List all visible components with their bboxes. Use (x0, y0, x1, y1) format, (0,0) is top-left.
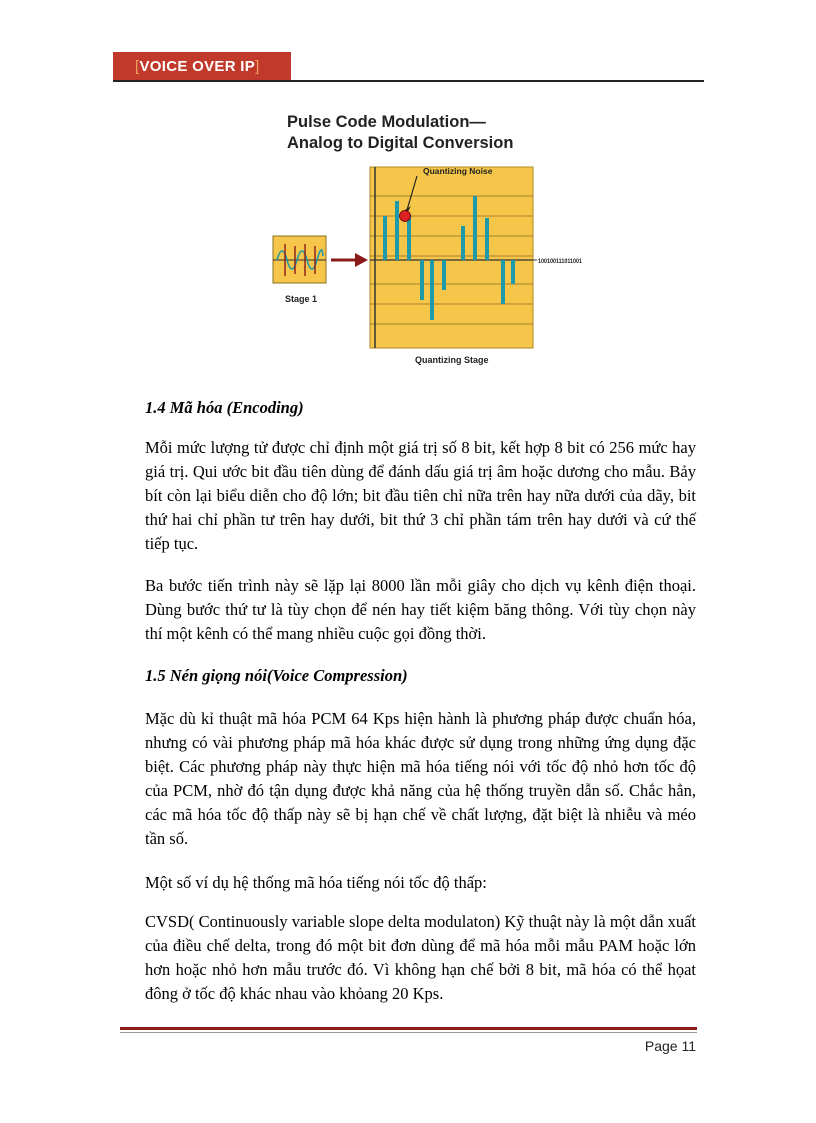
header-rule (113, 80, 704, 82)
section-heading-voice-compression: 1.5 Nén giọng nói(Voice Compression) (145, 666, 408, 685)
sample-bar (383, 216, 387, 260)
binary-output-label: 100100111011001 (538, 258, 583, 265)
compression-paragraph-3: CVSD( Continuously variable slope delta modulaton) Kỹ thuật này là một dẫn xuất của điều chế delta, trong đó một bit đơn dùng để mã hóa mỗi mẫu PAM hoặc lớn hơn hoặc nhỏ hơn mẫu trước đó. Vì không hạn chế bởi 8 bit, mã hóa có thể họat đông ở tốc độ khác nhau vào khỏang 20 Kps. (145, 912, 696, 1003)
sample-bar (420, 260, 424, 300)
figure-title (287, 112, 513, 154)
footer-rule (120, 1027, 697, 1030)
stage1-label: Stage 1 (285, 294, 318, 304)
header-bracket-open: [ (135, 57, 140, 75)
section-heading-encoding: 1.4 Mã hóa (Encoding) (145, 398, 304, 417)
document-header-tag (113, 52, 291, 80)
header-bracket-close: ] (255, 57, 260, 75)
sample-bar (461, 226, 465, 260)
sample-bar (501, 260, 505, 304)
quantizing-noise-marker (400, 211, 411, 222)
sample-bar (473, 196, 477, 260)
figure-title-line2: Analog to Digital Conversion (287, 134, 514, 152)
sample-bar (430, 260, 434, 320)
compression-paragraph-1: Mặc dù kỉ thuật mã hóa PCM 64 Kps hiện hành là phương pháp được chuẩn hóa, nhưng có vài phương pháp mã hóa khác được sử dụng trong những ứng dụng đặc biệt. Các phương pháp này thực hiện mã hóa tiếng nói với tốc độ nhỏ hơn tốc độ của PCM, nhờ đó tận dụng được khả năng của hệ thống truyền dẫn số. Chắc hẳn, các mã hóa tốc độ thấp này sẽ bị hạn chế về chất lượng, đặt biệt là nhiễu và méo tần số. (145, 709, 696, 848)
pcm-figure (265, 106, 583, 371)
quantizing-panel (370, 167, 533, 348)
quantizing-stage-label: Quantizing Stage (415, 355, 489, 365)
sample-bar (395, 201, 399, 260)
footer-rule-thin (120, 1032, 697, 1033)
header-label: VOICE OVER IP (139, 57, 256, 75)
sample-bar (485, 218, 489, 260)
sample-bar (511, 260, 515, 284)
compression-paragraph-2: Một số ví dụ hệ thống mã hóa tiếng nói tốc độ thấp: (145, 873, 487, 892)
encoding-paragraph-1: Mỗi mức lượng tử được chỉ định một giá trị số 8 bit, kết hợp 8 bit có 256 mức hay giá trị. Qui ước bit đầu tiên dùng để đánh dấu giá trị âm hoặc dương cho mẫu. Bảy bít còn lại biểu diễn cho độ lớn; bit đầu tiên chỉ nữa trên hay nữa dưới của dãy, bit thứ hai chỉ phần tư trên hay dưới, bit thứ 3 chỉ phần tám trên hay dưới và cứ thế tiếp tục. (145, 438, 696, 553)
encoding-paragraph-2: Ba bước tiến trình này sẽ lặp lại 8000 lần mỗi giây cho dịch vụ kênh điện thoại. Dùng bước thứ tư là tùy chọn để nén hay tiết kiệm băng thông. Với tùy chọn này thí một kênh có thể mang nhiều cuộc gọi đồng thời. (145, 576, 696, 643)
quantizing-noise-label: Quantizing Noise (423, 166, 493, 176)
page-number: Page 11 (644, 1038, 696, 1054)
stage-arrowhead (355, 253, 368, 267)
sample-bar (442, 260, 446, 290)
figure-title-line1: Pulse Code Modulation— (287, 113, 486, 131)
